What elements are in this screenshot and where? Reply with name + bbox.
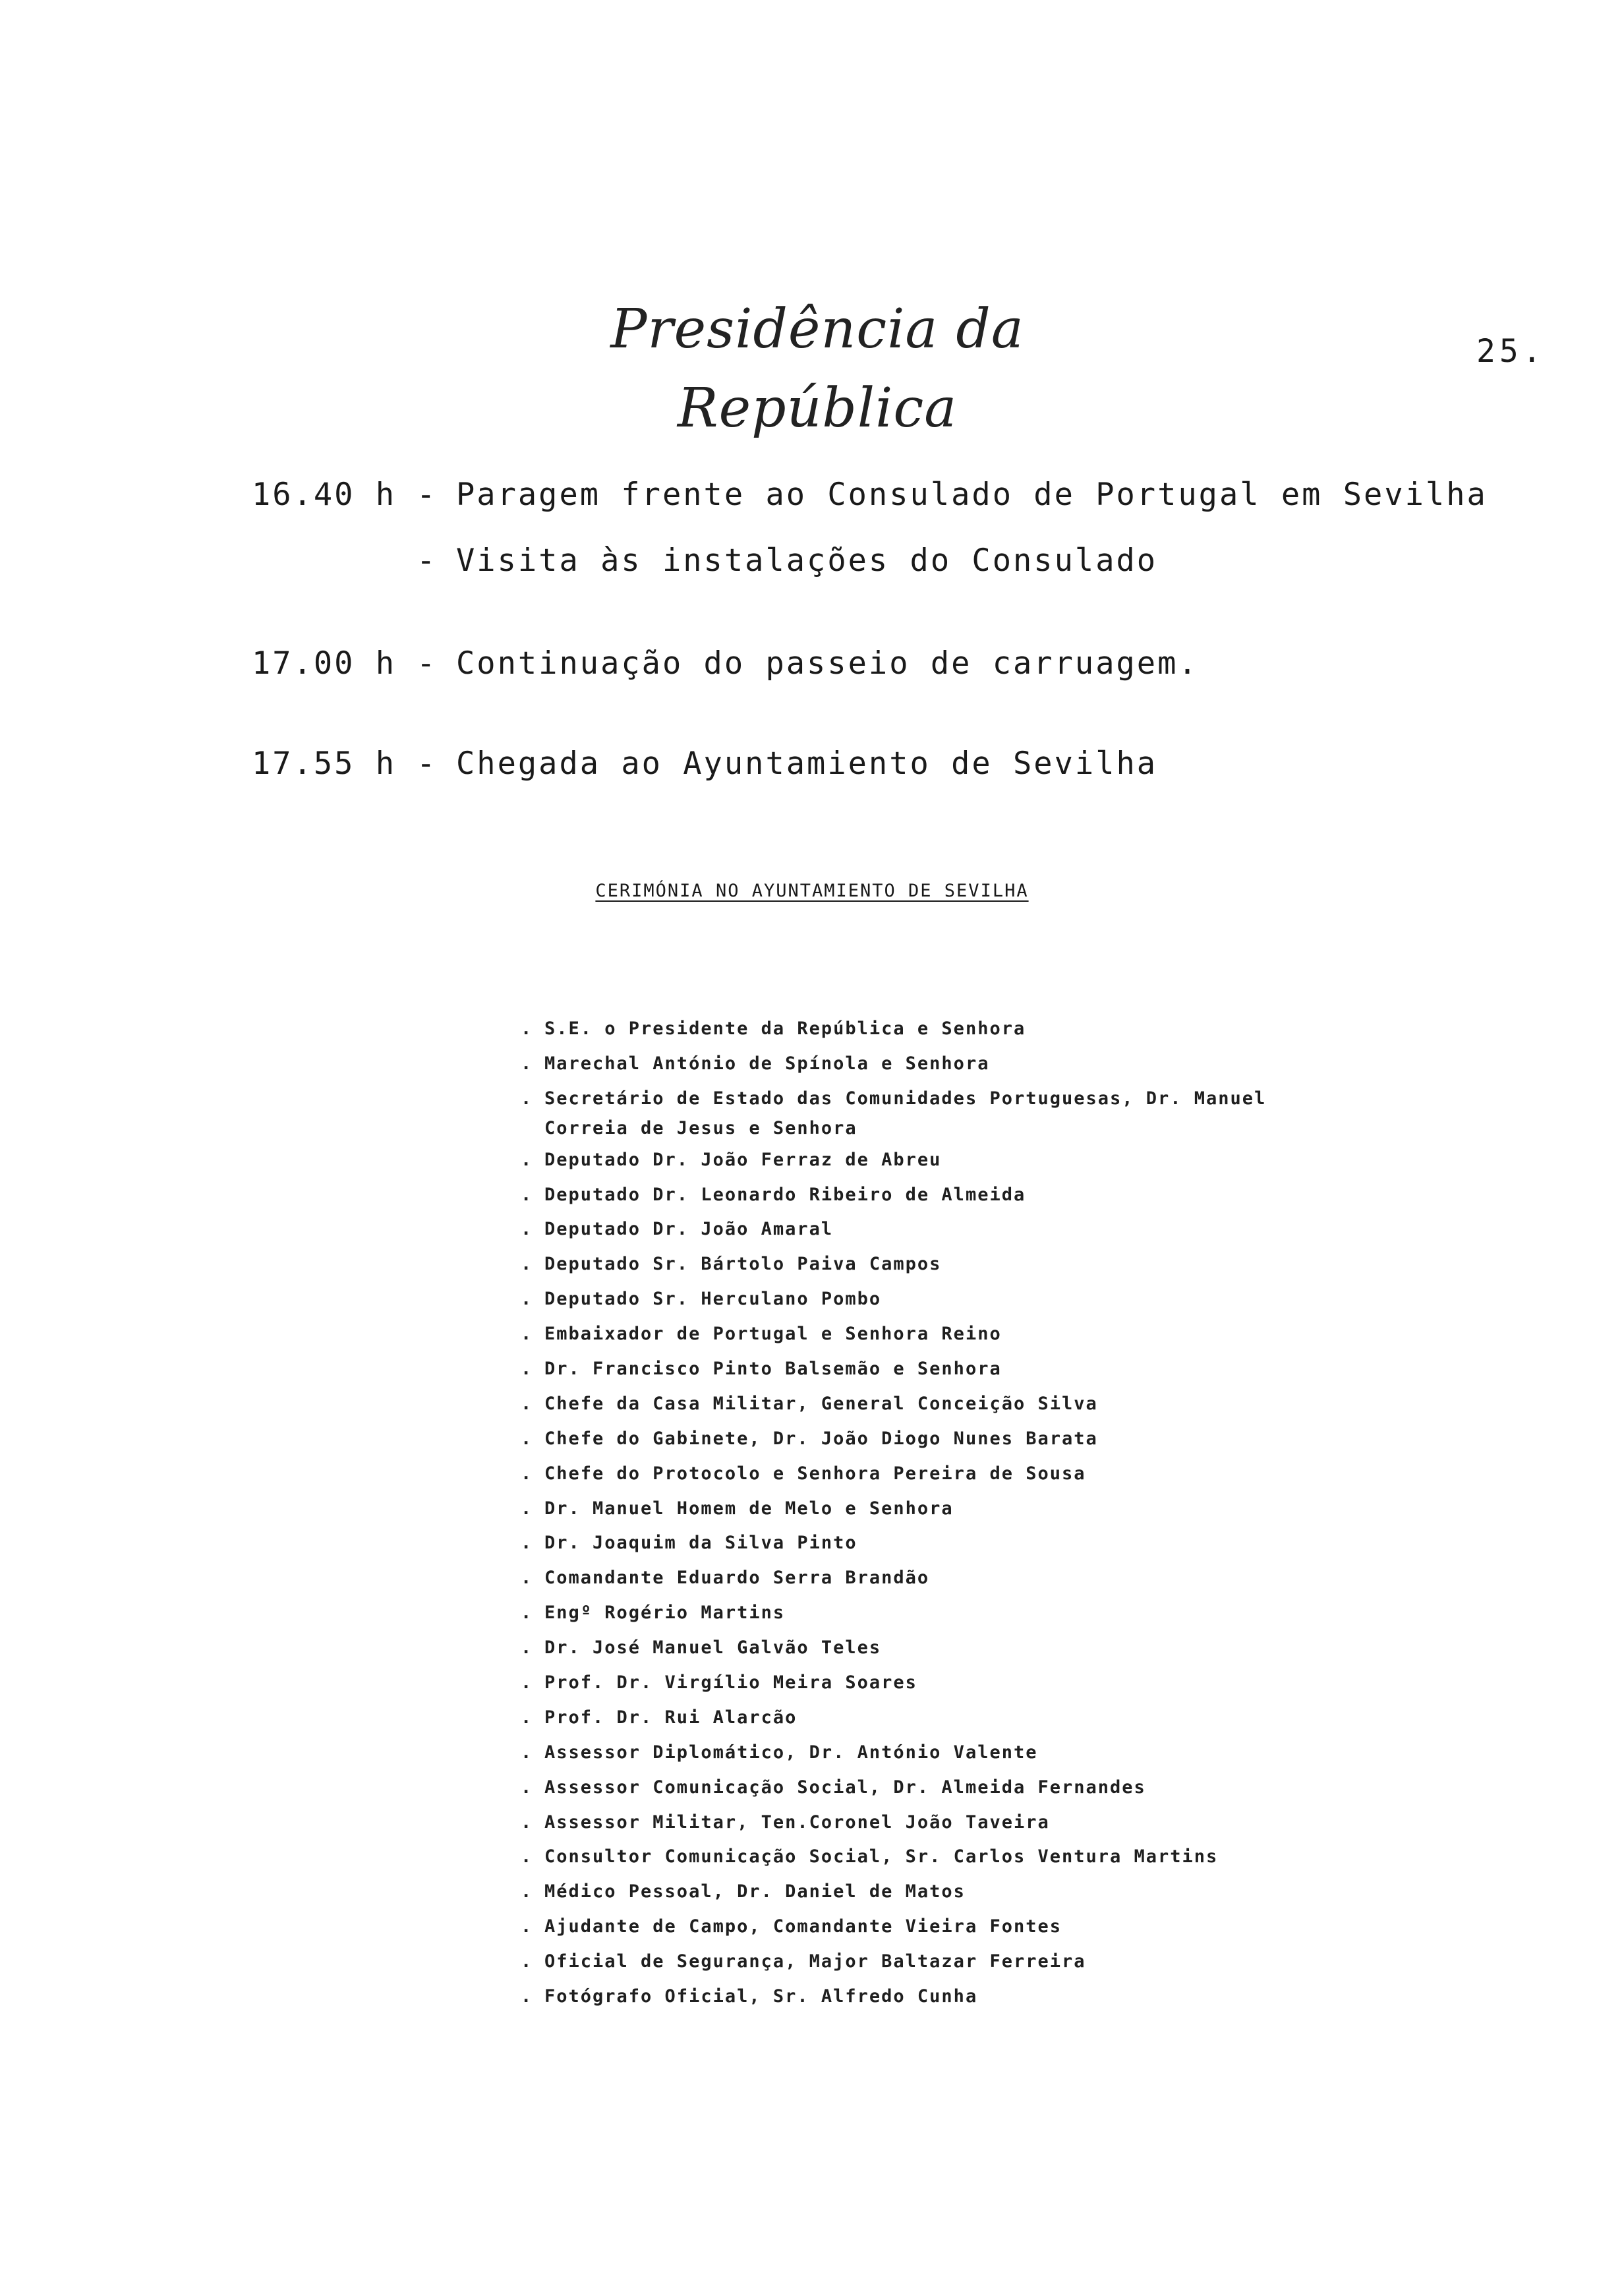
section-title-text: CERIMÓNIA NO AYUNTAMIENTO DE SEVILHA bbox=[595, 881, 1029, 901]
attendee-text: Assessor Militar, Ten.Coronel João Taveira bbox=[544, 1811, 1050, 1833]
bullet: . bbox=[521, 1289, 533, 1310]
attendee-text: Prof. Dr. Rui Alarcão bbox=[544, 1707, 798, 1728]
bullet: . bbox=[521, 1811, 533, 1833]
list-item-continuation bbox=[521, 1117, 1476, 1143]
attendee-text: Prof. Dr. Virgílio Meira Soares bbox=[544, 1672, 917, 1693]
list-item bbox=[521, 1910, 1476, 1945]
bullet: . bbox=[521, 1951, 533, 1972]
attendee-text: Engº Rogério Martins bbox=[544, 1603, 786, 1624]
list-item bbox=[521, 1561, 1476, 1596]
page-number: 25. bbox=[1476, 333, 1546, 370]
attendee-text: Deputado Dr. Leonardo Ribeiro de Almeida bbox=[544, 1184, 1026, 1205]
list-item bbox=[521, 1701, 1476, 1736]
bullet: . bbox=[521, 1777, 533, 1798]
bullet: . bbox=[521, 1672, 533, 1693]
list-item bbox=[521, 1047, 1476, 1082]
bullet: . bbox=[521, 1184, 533, 1205]
bullet: . bbox=[521, 1463, 533, 1484]
attendee-text: Marechal António de Spínola e Senhora bbox=[544, 1053, 990, 1074]
bullet: . bbox=[521, 1986, 533, 2007]
attendee-text: Deputado Dr. João Amaral bbox=[544, 1219, 834, 1240]
schedule-dash: - bbox=[417, 543, 438, 579]
list-item bbox=[521, 1178, 1476, 1213]
schedule-row bbox=[252, 541, 1544, 581]
attendee-text: Assessor Diplomático, Dr. António Valente bbox=[544, 1742, 1038, 1763]
list-item bbox=[521, 1736, 1476, 1771]
list-item bbox=[521, 1492, 1476, 1527]
list-item bbox=[521, 1771, 1476, 1806]
bullet: . bbox=[521, 1916, 533, 1937]
bullet: . bbox=[521, 1881, 533, 1902]
list-item bbox=[521, 1282, 1476, 1317]
attendee-text: Comandante Eduardo Serra Brandão bbox=[544, 1568, 930, 1589]
bullet: . bbox=[521, 1637, 533, 1659]
letterhead bbox=[0, 290, 1624, 440]
letterhead-title: Presidência da República bbox=[610, 298, 1024, 440]
attendee-text: Ajudante de Campo, Comandante Vieira Fontes bbox=[544, 1916, 1062, 1937]
attendee-text: Secretário de Estado das Comunidades Portuguesas, Dr. Manuel bbox=[544, 1088, 1267, 1109]
attendee-text: Correia de Jesus e Senhora bbox=[544, 1117, 857, 1138]
list-item bbox=[521, 1875, 1476, 1910]
list-item bbox=[521, 1352, 1476, 1387]
list-item bbox=[521, 1945, 1476, 1980]
list-item bbox=[521, 1596, 1476, 1631]
bullet: . bbox=[521, 1359, 533, 1380]
bullet: . bbox=[521, 1053, 533, 1074]
list-item bbox=[521, 1806, 1476, 1840]
bullet: . bbox=[521, 1568, 533, 1589]
list-item bbox=[521, 1631, 1476, 1666]
attendee-text: Médico Pessoal, Dr. Daniel de Matos bbox=[544, 1881, 966, 1902]
attendee-text: Deputado Sr. Bártolo Paiva Campos bbox=[544, 1254, 942, 1275]
attendee-list bbox=[521, 1012, 1476, 2015]
attendee-text: Chefe do Gabinete, Dr. João Diogo Nunes Barata bbox=[544, 1428, 1098, 1449]
list-item bbox=[521, 1980, 1476, 2015]
list-item bbox=[521, 1212, 1476, 1247]
bullet: . bbox=[521, 1428, 533, 1449]
schedule-row bbox=[252, 643, 1544, 684]
schedule-text: Visita às instalações do Consulado bbox=[456, 543, 1158, 579]
list-item bbox=[521, 1526, 1476, 1561]
bullet: . bbox=[521, 1219, 533, 1240]
schedule-dash: - bbox=[417, 477, 438, 513]
attendee-text: Consultor Comunicação Social, Sr. Carlos Ventura Martins bbox=[544, 1846, 1219, 1868]
attendee-text: Dr. José Manuel Galvão Teles bbox=[544, 1637, 882, 1659]
list-item bbox=[521, 1012, 1476, 1047]
list-item bbox=[521, 1457, 1476, 1492]
schedule-time: 17.55 h bbox=[252, 746, 397, 782]
list-item bbox=[521, 1143, 1476, 1178]
schedule-dash: - bbox=[417, 645, 438, 682]
bullet: . bbox=[521, 1707, 533, 1728]
attendee-text: S.E. o Presidente da República e Senhora bbox=[544, 1018, 1026, 1039]
attendee-text: Assessor Comunicação Social, Dr. Almeida Fernandes bbox=[544, 1777, 1146, 1798]
schedule-time: 16.40 h bbox=[252, 477, 397, 513]
list-item bbox=[521, 1247, 1476, 1282]
list-item bbox=[521, 1387, 1476, 1422]
attendee-text: Chefe da Casa Militar, General Conceição Silva bbox=[544, 1393, 1098, 1414]
attendee-text: Deputado Dr. João Ferraz de Abreu bbox=[544, 1149, 942, 1170]
schedule-text: Continuação do passeio de carruagem. bbox=[456, 645, 1199, 682]
attendee-text: Embaixador de Portugal e Senhora Reino bbox=[544, 1324, 1002, 1345]
schedule bbox=[252, 475, 1544, 784]
bullet: . bbox=[521, 1324, 533, 1345]
schedule-row bbox=[252, 744, 1544, 784]
attendee-text: Dr. Joaquim da Silva Pinto bbox=[544, 1533, 857, 1554]
list-item bbox=[521, 1840, 1476, 1875]
attendee-text: Dr. Manuel Homem de Melo e Senhora bbox=[544, 1498, 954, 1519]
bullet: . bbox=[521, 1742, 533, 1763]
bullet: . bbox=[521, 1149, 533, 1170]
bullet: . bbox=[521, 1846, 533, 1868]
attendee-text: Chefe do Protocolo e Senhora Pereira de Sousa bbox=[544, 1463, 1086, 1484]
schedule-time: 17.00 h bbox=[252, 645, 397, 682]
attendee-text: Dr. Francisco Pinto Balsemão e Senhora bbox=[544, 1359, 1002, 1380]
schedule-time bbox=[252, 541, 417, 581]
schedule-row bbox=[252, 475, 1544, 515]
list-item bbox=[521, 1666, 1476, 1701]
bullet: . bbox=[521, 1018, 533, 1039]
attendee-text: Fotógrafo Oficial, Sr. Alfredo Cunha bbox=[544, 1986, 978, 2007]
list-item bbox=[521, 1422, 1476, 1457]
schedule-text: Chegada ao Ayuntamiento de Sevilha bbox=[456, 746, 1158, 782]
section-title bbox=[0, 881, 1624, 901]
schedule-dash: - bbox=[417, 746, 438, 782]
bullet: . bbox=[521, 1393, 533, 1414]
attendee-text: Deputado Sr. Herculano Pombo bbox=[544, 1289, 882, 1310]
bullet: . bbox=[521, 1088, 533, 1109]
attendee-text: Oficial de Segurança, Major Baltazar Ferreira bbox=[544, 1951, 1086, 1972]
bullet: . bbox=[521, 1498, 533, 1519]
bullet: . bbox=[521, 1603, 533, 1624]
list-item bbox=[521, 1317, 1476, 1352]
bullet: . bbox=[521, 1254, 533, 1275]
schedule-text: Paragem frente ao Consulado de Portugal em Sevilha bbox=[456, 477, 1488, 513]
list-item bbox=[521, 1082, 1476, 1117]
bullet: . bbox=[521, 1533, 533, 1554]
